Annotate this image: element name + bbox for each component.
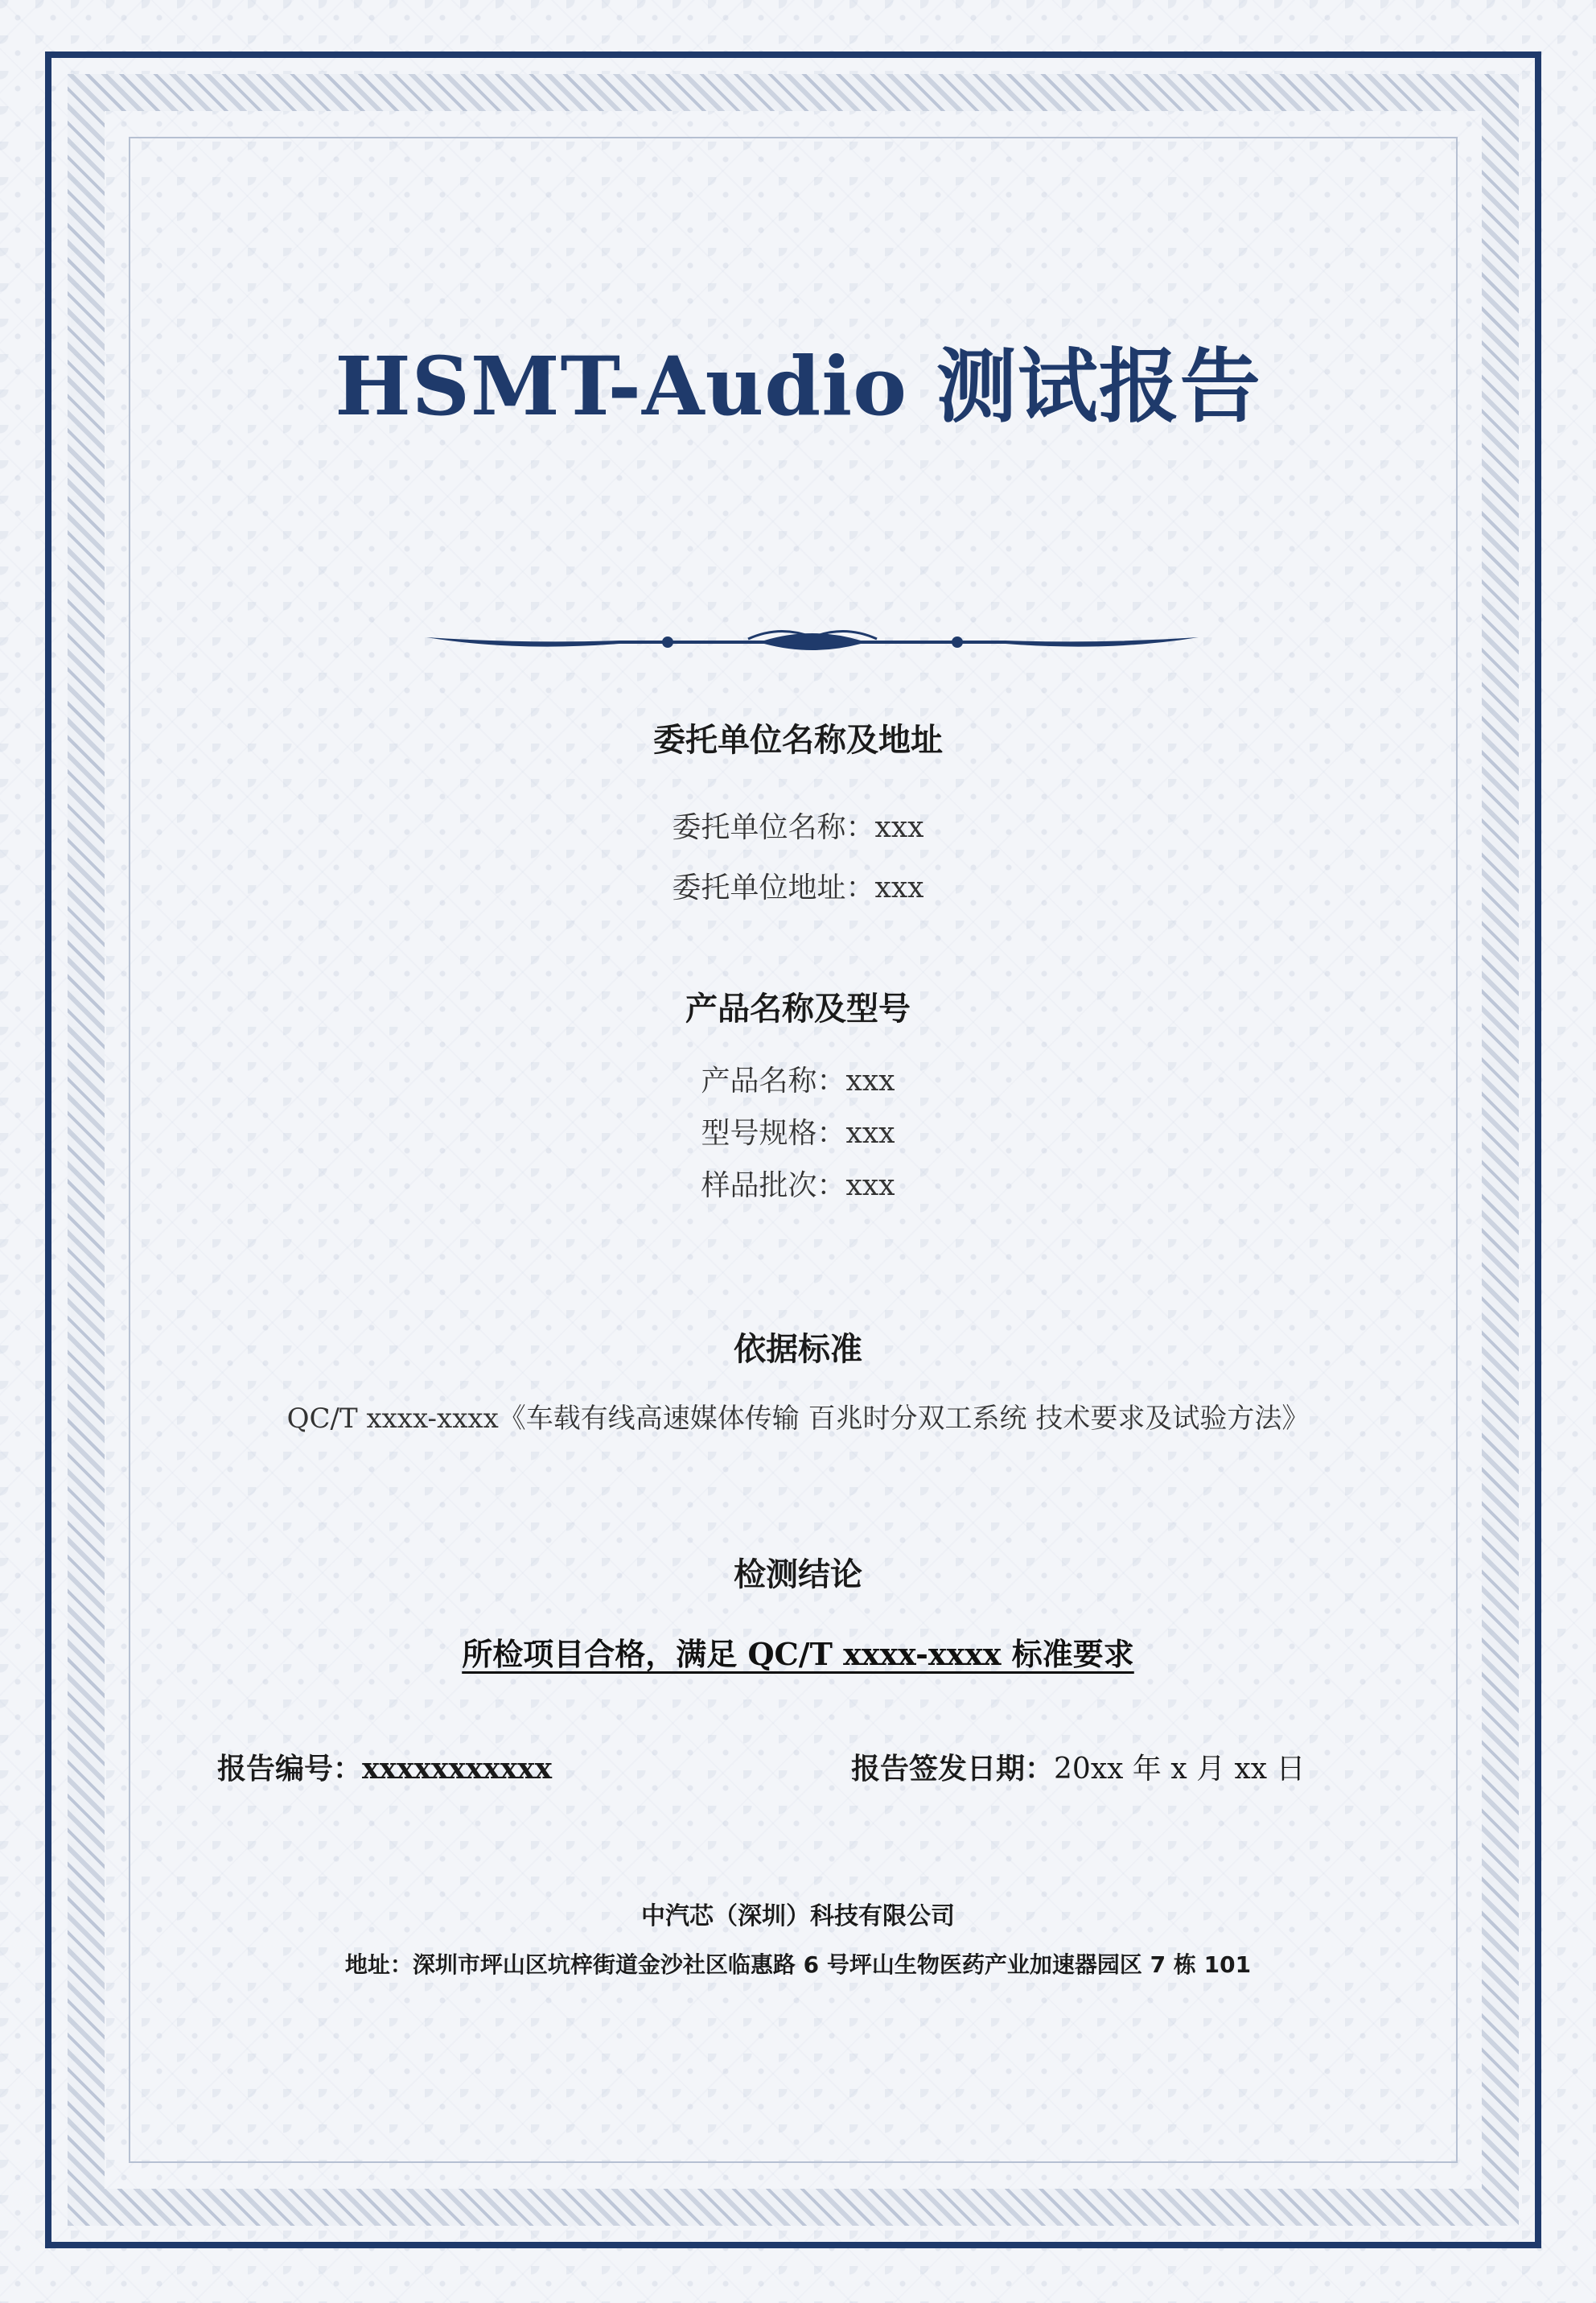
conclusion-text-wrap bbox=[0, 1629, 1596, 1674]
standard-text: QC/T xxxx-xxxx《车载有线高速媒体传输 百兆时分双工系统 技术要求及试验方法》 bbox=[286, 1403, 1310, 1435]
product-model-line: 型号规格：xxx bbox=[701, 1117, 895, 1150]
report-number-label: 报告编号： bbox=[217, 1753, 363, 1786]
conclusion-text: 所检项目合格，满足 QC/T xxxx-xxxx 标准要求 bbox=[462, 1636, 1134, 1672]
report-issue-date bbox=[851, 1746, 1306, 1787]
conclusion-section-heading: 检测结论 bbox=[734, 1556, 862, 1593]
company-address: 地址：深圳市坪山区坑梓街道金沙社区临惠路 6 号坪山生物医药产业加速器园区 7 栋 101 bbox=[344, 1951, 1252, 1978]
report-date-label: 报告签发日期： bbox=[851, 1753, 1055, 1786]
report-number-value: xxxxxxxxxxx bbox=[362, 1752, 553, 1786]
product-section-heading: 产品名称及型号 bbox=[685, 991, 911, 1028]
report-title: HSMT-Audio 测试报告 bbox=[335, 339, 1261, 434]
product-batch-line: 样品批次：xxx bbox=[701, 1169, 895, 1202]
company-name: 中汽芯（深圳）科技有限公司 bbox=[641, 1902, 955, 1930]
report-number bbox=[217, 1746, 552, 1787]
client-address-line: 委托单位地址：xxx bbox=[672, 871, 924, 904]
client-name-line: 委托单位名称：xxx bbox=[672, 811, 924, 844]
product-name-line: 产品名称：xxx bbox=[701, 1065, 895, 1098]
client-section-heading: 委托单位名称及地址 bbox=[653, 722, 943, 759]
standard-section-heading: 依据标准 bbox=[734, 1331, 862, 1368]
report-date-value: 20xx 年 x 月 xx 日 bbox=[1054, 1753, 1306, 1786]
ornamental-divider bbox=[426, 620, 1199, 660]
